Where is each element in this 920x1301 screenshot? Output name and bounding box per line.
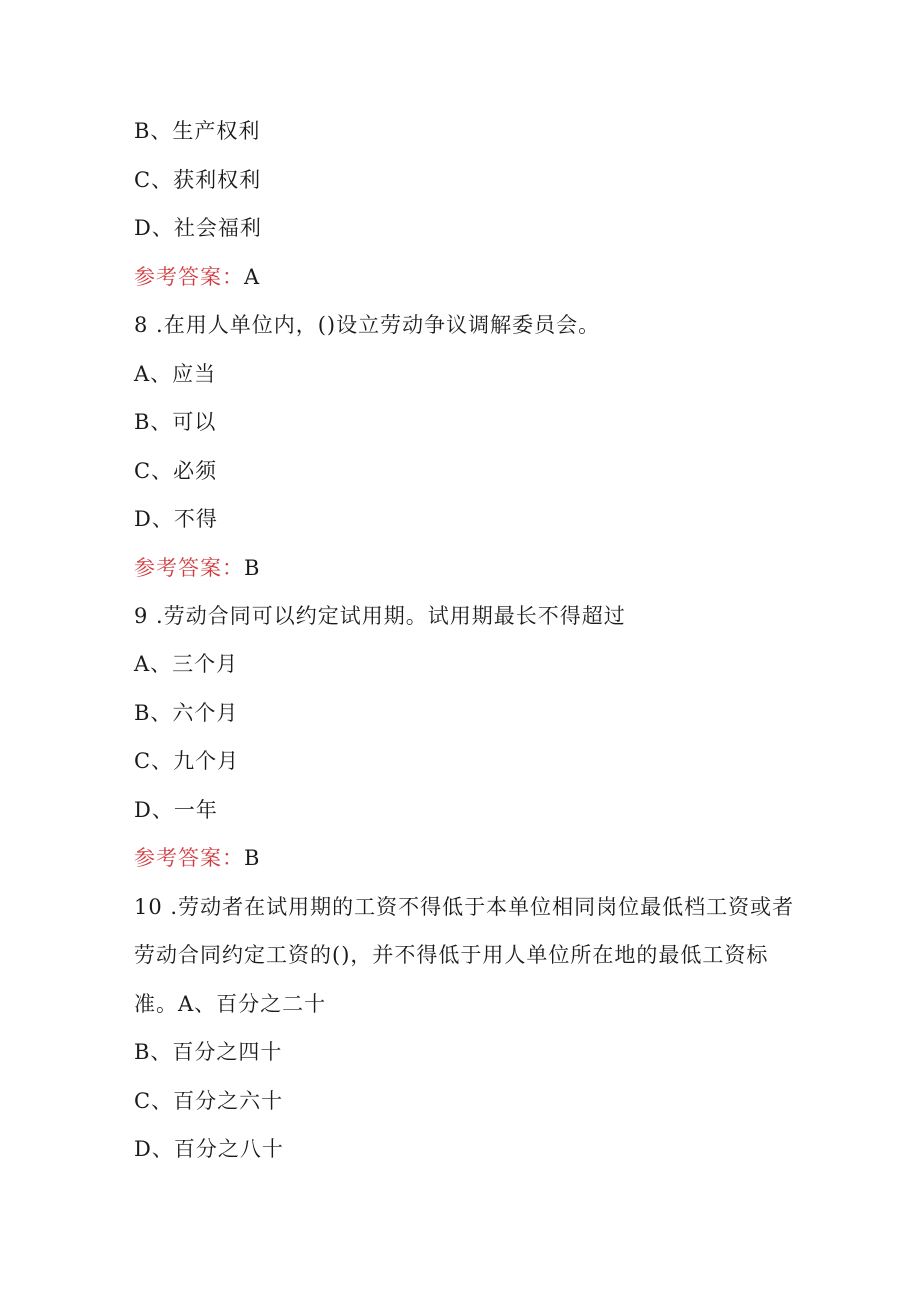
- q7-option-d: D、社会福利: [134, 216, 262, 240]
- q8-option-c: C、必须: [134, 459, 218, 483]
- q8-option-b: B、可以: [134, 410, 217, 434]
- q7-answer-label: 参考答案：: [134, 265, 244, 289]
- q10-question-line-2: 劳动合同约定工资的()，并不得低于用人单位所在地的最低工资标: [134, 943, 769, 967]
- q8-answer-label: 参考答案：: [134, 556, 244, 580]
- q7-answer: [134, 263, 260, 291]
- q8-answer-value: B: [244, 556, 261, 580]
- q9-question: 9 .劳动合同可以约定试用期。试用期最长不得超过: [134, 604, 626, 628]
- q9-option-a: A、三个月: [134, 652, 239, 676]
- q10-option-c: C、百分之六十: [134, 1089, 284, 1113]
- q7-answer-value: A: [244, 265, 261, 289]
- q7-option-b: B、生产权利: [134, 119, 261, 143]
- q8-option-d: D、不得: [134, 507, 218, 531]
- q10-question-line-1: 10 .劳动者在试用期的工资不得低于本单位相同岗位最低档工资或者: [134, 895, 795, 919]
- q9-option-c: C、九个月: [134, 749, 240, 773]
- q10-option-d: D、百分之八十: [134, 1137, 284, 1161]
- q9-option-b: B、六个月: [134, 701, 239, 725]
- q10-question-line-3: 准。A、百分之二十: [134, 992, 327, 1016]
- q8-answer: [134, 554, 260, 582]
- q9-answer: [134, 844, 260, 872]
- q8-option-a: A、应当: [134, 362, 217, 386]
- q8-question: 8 .在用人单位内，()设立劳动争议调解委员会。: [134, 313, 601, 337]
- q9-answer-label: 参考答案：: [134, 846, 244, 870]
- q9-option-d: D、一年: [134, 798, 218, 822]
- q10-option-b: B、百分之四十: [134, 1040, 283, 1064]
- q9-answer-value: B: [244, 846, 261, 870]
- q7-option-c: C、获利权利: [134, 168, 262, 192]
